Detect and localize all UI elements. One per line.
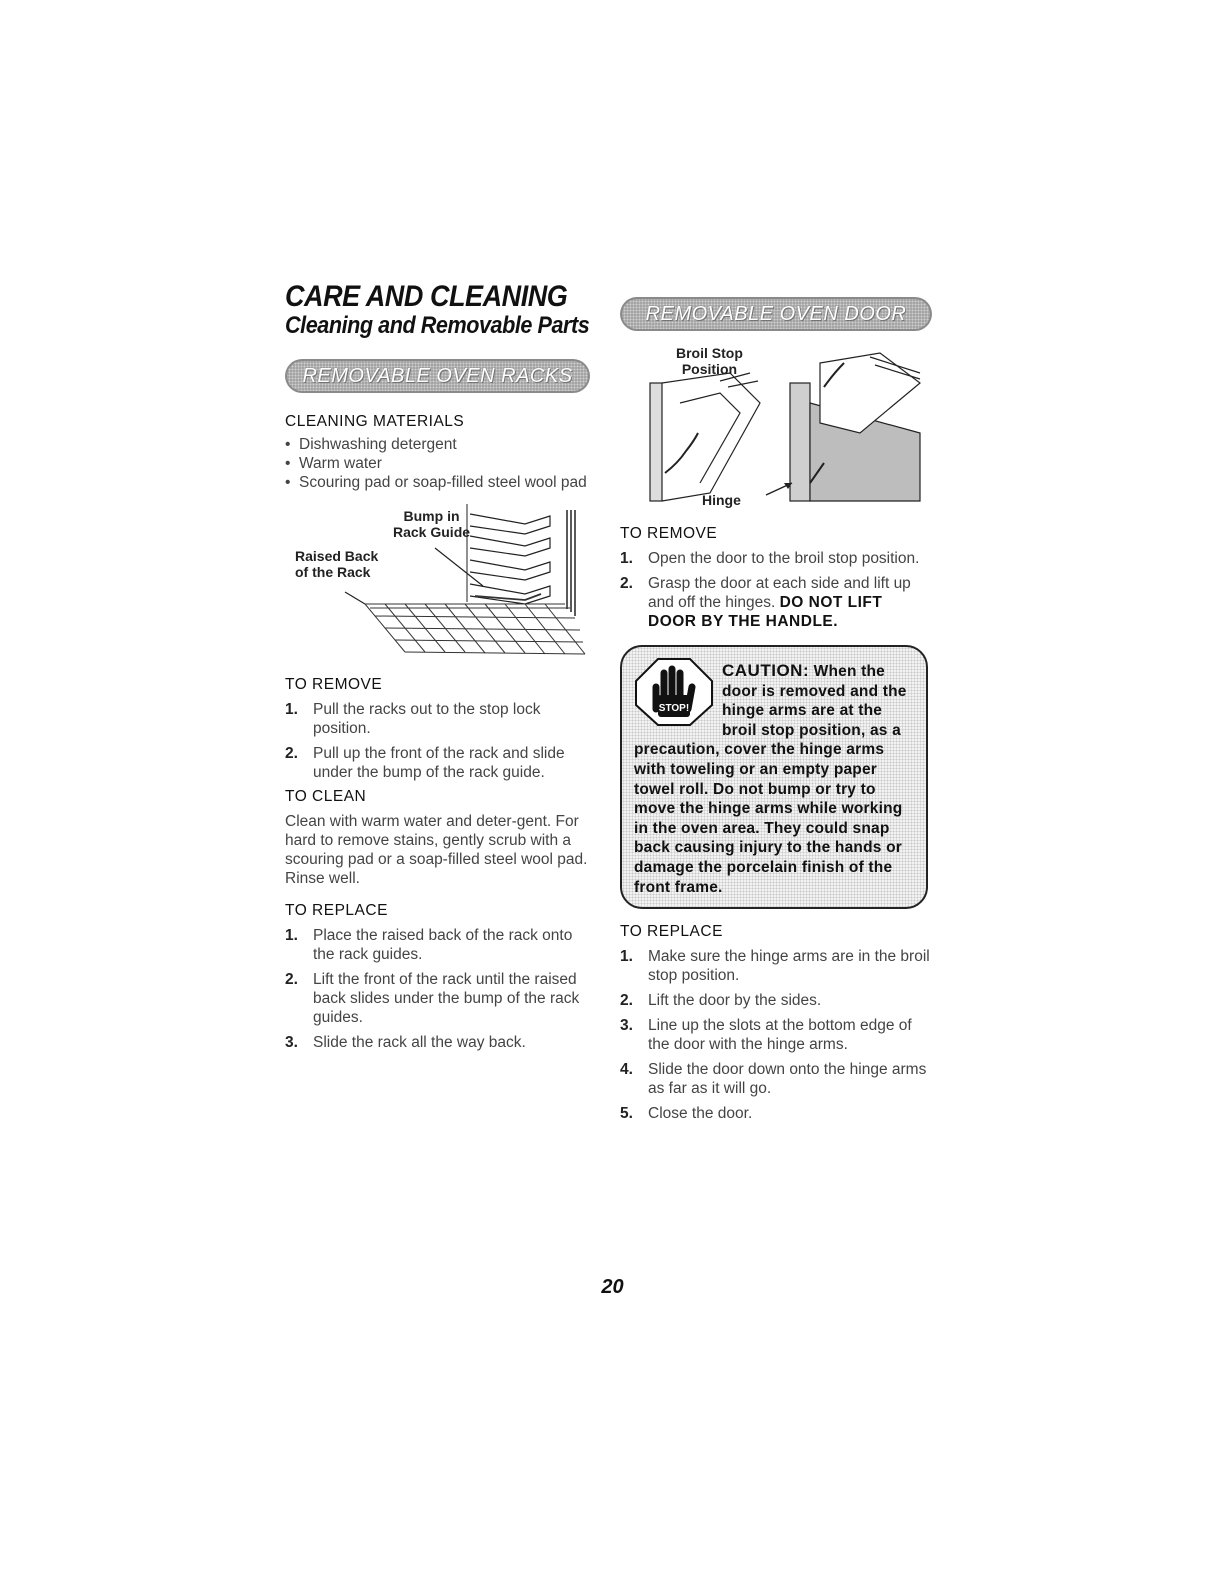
broil-stop-label: Broil Stop Position [676, 345, 743, 377]
materials-heading: CLEANING MATERIALS [285, 413, 465, 430]
list-item: • Scouring pad or soap-filled steel wool pad [285, 473, 595, 492]
page-subtitle: Cleaning and Removable Parts [285, 312, 590, 339]
caution-word: CAUTION: [722, 661, 810, 680]
list-item: 3. Line up the slots at the bottom edge of the door with the hinge arms. [620, 1017, 912, 1054]
stop-hand-icon [634, 657, 714, 727]
racks-clean-text: Clean with warm water and deter-gent. For hard to remove stains, gently scrub with a scouring pad or a soap-filled steel wool pad. Rinse well. [285, 813, 588, 887]
door-replace-steps [620, 947, 935, 1123]
list-item: • Dishwashing detergent [285, 435, 595, 454]
hinge-label: Hinge [702, 492, 741, 508]
rack-figure [285, 504, 595, 664]
right-column [620, 283, 935, 1129]
racks-replace-heading: TO REPLACE [285, 902, 388, 919]
door-remove-heading: TO REMOVE [620, 525, 718, 542]
list-item: 3. Slide the rack all the way back. [285, 1034, 526, 1051]
racks-clean-heading: TO CLEAN [285, 788, 367, 805]
door-banner [620, 297, 932, 331]
list-item: 1. Pull the racks out to the stop lock position. [285, 701, 541, 737]
list-item: • Warm water [285, 454, 595, 473]
racks-banner-text: REMOVABLE OVEN RACKS [302, 364, 573, 387]
raised-back-label: Raised Back of the Rack [295, 548, 379, 580]
racks-remove-steps [285, 700, 595, 782]
list-item: 2. Pull up the front of the rack and slide under the bump of the rack guide. [285, 745, 565, 781]
list-item: 1. Open the door to the broil stop position. [620, 550, 920, 567]
list-item: 2. Grasp the door at each side and lift up and off the hinges. DO NOT LIFT DOOR BY THE HANDLE. [620, 575, 911, 630]
caution-box [620, 645, 928, 909]
list-item: 2. Lift the door by the sides. [620, 992, 822, 1010]
racks-banner [285, 359, 590, 393]
door-figure [620, 343, 935, 513]
list-item: 1. Place the raised back of the rack onto the rack guides. [285, 927, 573, 963]
materials-list [285, 435, 595, 492]
door-illustration [620, 343, 932, 513]
racks-remove-heading: TO REMOVE [285, 676, 383, 693]
left-column [285, 280, 595, 1058]
door-replace-heading: TO REPLACE [620, 923, 723, 941]
page-title: CARE AND CLEANING [285, 280, 568, 313]
list-item: 4. Slide the door down onto the hinge arms as far as it will go. [620, 1061, 927, 1098]
bump-label: Bump in Rack Guide [393, 508, 471, 540]
caution-body: When the door is removed and the hinge arms are at the broil stop position, as a precaution, cover the hinge arms with toweling or an empty paper towel roll. Do not bump or try to move the hinge arms while working in the oven area. They could snap back causing injury to the hands or damage the porcelain finish of the front frame. [634, 663, 907, 896]
door-remove-steps [620, 549, 935, 631]
door-banner-text: REMOVABLE OVEN DOOR [645, 302, 907, 325]
page-number: 20 [601, 1276, 624, 1298]
list-item: 5. Close the door. [620, 1105, 753, 1123]
list-item: 2. Lift the front of the rack until the raised back slides under the bump of the rack guides. [285, 971, 580, 1026]
racks-replace-steps [285, 926, 595, 1052]
list-item: 1. Make sure the hinge arms are in the broil stop position. [620, 948, 930, 985]
svg-text:STOP!: STOP! [658, 703, 690, 714]
